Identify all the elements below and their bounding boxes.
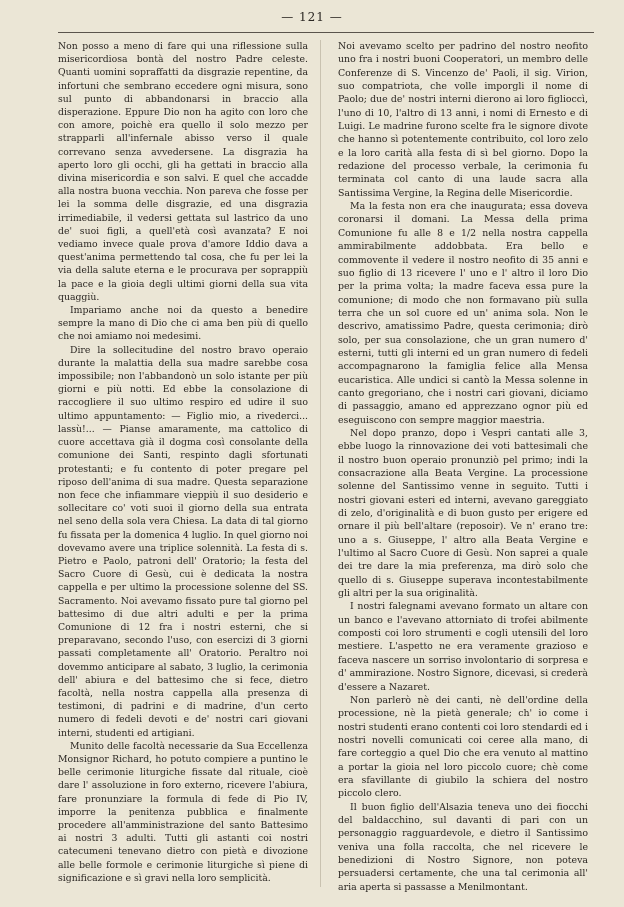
paragraph: Munito delle facoltà necessarie da Sua Eccellenza Monsignor Richard, ho potuto compiere a puntino le belle cerimonie liturgiche fissate dal rituale, cioè dare l' assoluzione in foro externo, ricevere l'abiura, fare pronunziare la formula di fede di Pio IV, imporre la penitenza pubblica e finalmente procedere all'amministrazione del santo Battesimo ai nostri 3 adulti. Tutti gli astanti coi nostri catecumeni tenevano dietro con pietà e divozione alle belle formole e cerimonie liturgiche sì piene di significazione e sì gravi nella loro semplicità. xyxy=(58,740,308,884)
paragraph: Non parlerò nè dei canti, nè dell'ordine della processione, nè la pietà generale; ch' io come i nostri studenti erano contenti coi loro stendardi ed i nostri novelli comunicati coi ceree alla mano, di fare corteggio a quel Dio che era venuto al mattino a portar la gioia nel loro piccolo cuore; chè come era sfavillante di giubilo la schiera del nostro piccolo clero. xyxy=(338,694,588,800)
paragraph: Noi avevamo scelto per padrino del nostro neofito uno fra i nostri buoni Cooperatori, un membro delle Conferenze di S. Vincenzo de' Paoli, il sig. Virion, suo compatriota, che volle imporgli il nome di Paolo; due de' nostri interni dierono ai loro figlioccì, l'uno di 10, l'altro di 13 anni, i nomi di Ernesto e di Luigi. Le madrine furono scelte fra le signore divote che hanno sì potentemente contribuito, col loro zelo e la loro carità alla festa di sì bel giorno. Dopo la redazione del processo verbale, la cerimonia fu terminata col canto di una laude sacra alla Santissima Vergine, la Regina delle Misericordie. xyxy=(338,41,588,199)
paragraph: Impariamo anche noi da questo a benedire sempre la mano di Dio che ci ama ben più di quello che noi amiamo noi medesimi. xyxy=(58,305,308,343)
paragraph: Ma la festa non era che inaugurata; essa doveva coronarsi il domani. La Messa della prima Comunione fu alle 8 e 1/2 nella nostra cappella ammirabilmente addobbata. Era bello e commovente il vedere il nostro neofito di 35 anni e suo figlio di 13 ricevere l' uno e l' altro il loro Dio per la prima volta; la madre faceva essa pure la comunione; di modo che non formavano più sulla terra che un sol cuore ed un' anima sola. Non le descrivo, amatissimo Padre, questa cerimonia; dirò solo, per sua consolazione, che un gran numero d' esterni, tutti gli interni ed un gran numero di fedeli accompagnarono la famiglia felice alla Mensa eucaristica. Alle undici si cantò la Messa solenne in canto gregoriano, che i nostri cari giovani, diciamo di passaggio, amano ed apprezzano ognor più ed eseguiscono con sempre maggior maestria. xyxy=(338,201,588,426)
paragraph: Nel dopo pranzo, dopo i Vespri cantati alle 3, ebbe luogo la rinnovazione dei voti battesimali che il nostro buon operaio pronunziò pel primo; indi la consacrazione alla Beata Vergine. La processione solenne del Santissimo venne in seguito. Tutti i nostri giovani esteri ed interni, avevano gareggiato di zelo, d'originalità e di buon gusto per erigere ed ornare il più bell'altare (reposoir). Ve n' erano tre: uno a s. Giuseppe, l' altro alla Beata Vergine e l'ultimo al Sacro Cuore di Gesù. Non saprei a quale dei tre dare la mia preferenza, ma dirò solo che quello di s. Giuseppe superava incontestabilmente gli altri per la sua originalità. xyxy=(338,427,588,600)
paragraph: Dire la sollecitudine del nostro bravo operaio durante la malattia della sua madre sarebbe cosa impossibile; non l'abbandonò un solo istante per più giorni e più notti. Ed ebbe la consolazione di raccogliere il suo ultimo respiro ed udire il suo ultimo appuntamento: — Figlio mio, a rivederci... lassù!... — Pianse amaramente, ma cattolico di cuore accettava già il dogma così consolante della comunione dei Santi, respinto dagli sfortunati protestanti; e fu contento di poter pregare pel riposo dell'anima di sua madre. Questa separazione non fece che infiammare vieppiù il suo desiderio e sollecitare co' voti suoi il giorno della sua entrata nel seno della sola vera Chiesa. La data di tal giorno fu fissata per la domenica 4 luglio. In quel giorno noi dovevamo avere una triplice solennità. La festa di s. Pietro e Paolo, patroni dell' Oratorio; la festa del Sacro Cuore di Gesù, cui è dedicata la nostra cappella e per ultimo la processione solenne del SS. Sacramento. Noi avevamo fissato pure tal giorno pel battesimo di due altri adulti e per la prima Comunione di 12 fra i nostri esterni, che si preparavano, secondo l'uso, con esercizi di 3 giorni passati completamente all' Oratorio. Peraltro noi dovemmo anticipare al sabato, 3 luglio, la cerimonia dell' abiura e del battesimo che si fece, dietro facoltà, nella nostra cappella alla presenza di testimoni, di padrini e di madrine, d'un certo numero di fedeli devoti e de' nostri cari giovani interni, studenti ed artigiani. xyxy=(58,344,308,739)
paragraph: Non posso a meno di fare qui una riflessione sulla misericordiosa bontà del nostro Padre celeste. Quanti uomini sopraffatti da disgrazie repentine, da infortuni che sembrano eccedere ogni misura, sono sul punto di abbandonarsi in braccio alla disperazione. Eppure Dio non ha agito con loro che con amore, poichè era quello il solo mezzo per strapparli all'infernale abisso verso il quale correvano senza avvedersene. La disgrazia ha aperto loro gli occhi, gli ha gettati in braccio alla divina misericordia e son salvi. E quel che accadde alla nostra buona vecchia. Non pareva che fosse per lei la somma delle disgrazie, ed una disgrazia irrimediabile, il vedersi gettata sul lastrico da uno de' suoi figli, a quell'età così avanzata? E noi vediamo invece quale prova d'amore Iddio dava a quest'anima permettendo tal cosa, che fu per lei la via della salute eterna e le procurava per soprappiù la pace e la gioia degli ultimi giorni della sua vita quaggiù. xyxy=(58,41,308,303)
paragraph: Il buon figlio dell'Alsazia teneva uno dei fiocchi del baldacchino, sul davanti di pari con un personaggio ragguardevole, e dietro il Santissimo veniva una folla raccolta, che nel ricevere le benedizioni di Nostro Signore, non poteva persuadersi certamente, che una tal cerimonia all' aria aperta si passasse a Menilmontant. xyxy=(338,801,588,893)
paragraph: I nostri falegnami avevano formato un altare con un banco e l'avevano attorniato di trofei abilmente composti coi loro strumenti e cogli utensili del loro mestiere. L'aspetto ne era veramente grazioso e faceva nascere un sorriso involontario di sorpresa e d' ammirazione. Nostro Signore, dicevasi, si crederà d'essere a Nazaret. xyxy=(338,601,588,693)
left-column xyxy=(58,40,308,885)
header-rule xyxy=(58,32,594,33)
page-number: — 121 — xyxy=(281,10,343,24)
right-column xyxy=(338,40,588,894)
column-divider xyxy=(320,40,321,887)
